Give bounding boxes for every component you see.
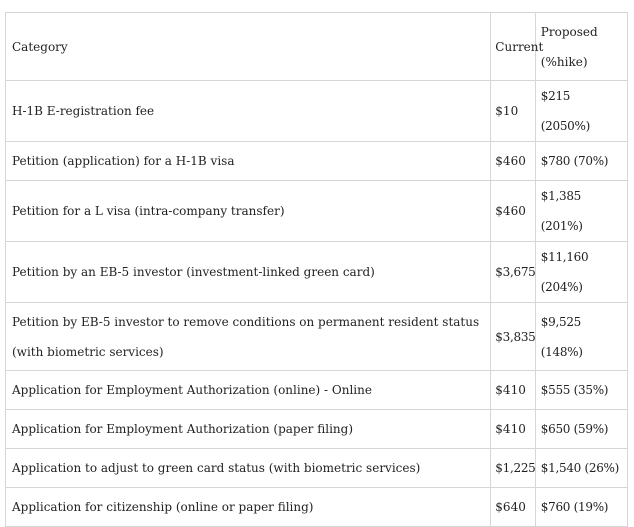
table-row (6, 449, 628, 488)
cell-proposed: $650 (59%) (535, 410, 627, 449)
table-row (6, 181, 628, 242)
table-row (6, 371, 628, 410)
cell-category-line: (with biometric services) (12, 344, 164, 359)
cell-proposed: $1,385 (201%) (535, 181, 627, 242)
cell-current: $460 (491, 142, 536, 181)
cell-proposed: $215 (2050%) (535, 81, 627, 142)
header-proposed-label: Proposed (540, 24, 598, 39)
cell-current: $10 (491, 81, 536, 142)
header-proposed (535, 13, 627, 81)
table-row (6, 410, 628, 449)
cell-category (6, 303, 491, 371)
header-current: Current (491, 13, 536, 81)
header-proposed-sublabel: (%hike) (540, 54, 588, 69)
table-row (6, 303, 628, 371)
cell-category: Petition by an EB-5 investor (investment-linked green card) (6, 242, 491, 303)
cell-current: $410 (491, 410, 536, 449)
cell-category: Petition for a L visa (intra-company transfer) (6, 181, 491, 242)
cell-proposed: $11,160 (204%) (535, 242, 627, 303)
cell-proposed: $9,525 (148%) (535, 303, 627, 371)
cell-category: H-1B E-registration fee (6, 81, 491, 142)
cell-category: Application to adjust to green card status (with biometric services) (6, 449, 491, 488)
table-row (6, 242, 628, 303)
cell-category: Application for Employment Authorization (online) - Online (6, 371, 491, 410)
cell-category-line: Petition by EB-5 investor to remove conditions on permanent resident status (12, 314, 480, 329)
cell-proposed: $555 (35%) (535, 371, 627, 410)
cell-category: Petition (application) for a H-1B visa (6, 142, 491, 181)
header-row (6, 13, 628, 81)
header-category: Category (6, 13, 491, 81)
cell-current: $1,225 (491, 449, 536, 488)
cell-category: Application for citizenship (online or paper filing) (6, 488, 491, 527)
cell-current: $640 (491, 488, 536, 527)
cell-current: $460 (491, 181, 536, 242)
table-row (6, 142, 628, 181)
cell-current: $3,835 (491, 303, 536, 371)
cell-current: $410 (491, 371, 536, 410)
cell-proposed: $760 (19%) (535, 488, 627, 527)
fee-comparison-table (5, 12, 628, 527)
cell-proposed: $780 (70%) (535, 142, 627, 181)
table-row (6, 81, 628, 142)
table-row (6, 488, 628, 527)
cell-proposed: $1,540 (26%) (535, 449, 627, 488)
cell-category: Application for Employment Authorization (paper filing) (6, 410, 491, 449)
cell-current: $3,675 (491, 242, 536, 303)
